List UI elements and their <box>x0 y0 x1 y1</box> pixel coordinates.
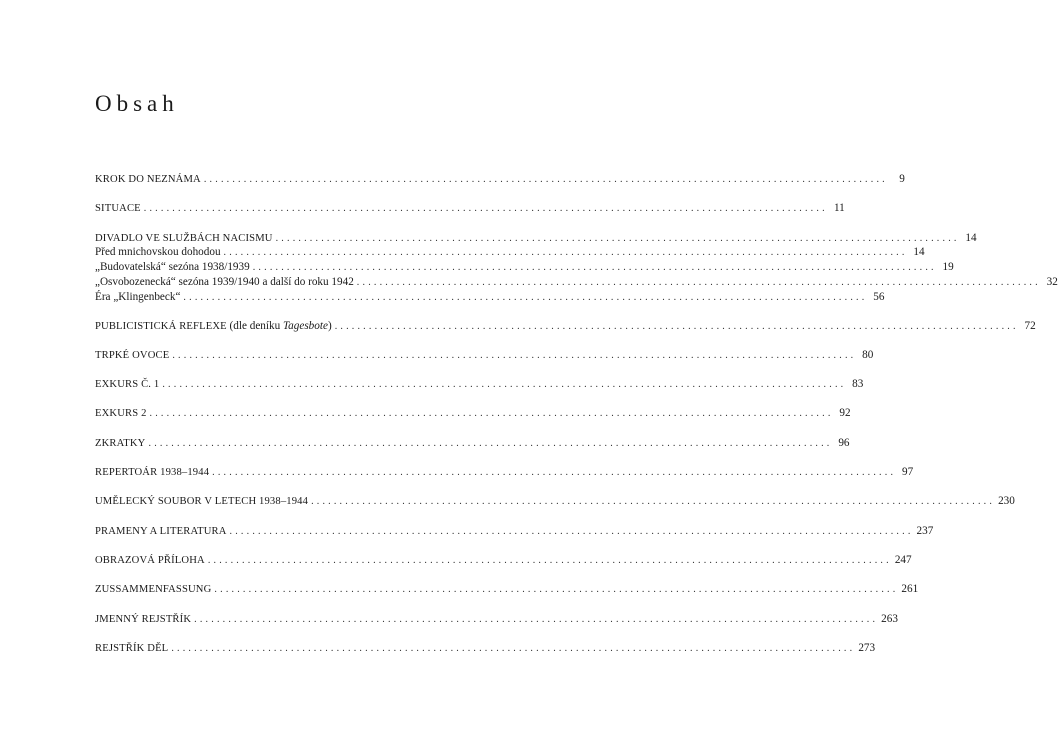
toc-entry <box>95 612 898 626</box>
dot-leader: ........................................................................................................................ <box>356 277 1041 288</box>
toc-entry <box>95 201 845 215</box>
toc-entry-label: REJSTŘÍK DĚL <box>95 643 169 654</box>
dot-leader: ........................................................................................................................ <box>162 379 847 390</box>
toc-entry <box>95 377 864 391</box>
toc-entry <box>95 494 1015 508</box>
toc-entry <box>95 348 874 362</box>
toc-entry <box>95 231 977 245</box>
toc-entry-page: 19 <box>942 261 954 273</box>
toc-entry-page: 14 <box>913 246 925 258</box>
dot-leader: ........................................................................................................................ <box>252 262 937 273</box>
toc-subentry <box>95 260 954 274</box>
toc-entry-label: SITUACE <box>95 203 141 214</box>
dot-leader: ........................................................................................................................ <box>143 203 828 214</box>
dot-leader: ........................................................................................................................ <box>275 233 960 244</box>
toc-subentry <box>95 290 885 304</box>
toc-entry-page: 263 <box>881 613 898 625</box>
dot-leader: ........................................................................................................................ <box>194 614 879 625</box>
toc-entry-label: JMENNÝ REJSTŘÍK <box>95 614 192 625</box>
toc-entry-page: 247 <box>894 554 912 566</box>
toc-entry-label: DIVADLO VE SLUŽBÁCH NACISMU <box>95 233 273 244</box>
toc-entry <box>95 553 912 567</box>
toc-subentry <box>95 275 1058 289</box>
toc-entry <box>95 319 1036 333</box>
toc-entry-label: TRPKÉ OVOCE <box>95 350 170 361</box>
toc-entry-label: REPERTOÁR 1938–1944 <box>95 467 210 478</box>
toc-entry <box>95 524 934 538</box>
toc-entry-label: PUBLICISTICKÁ REFLEXE (dle deníku Tagesbote) <box>95 320 332 332</box>
toc-entry-page: 83 <box>852 378 864 390</box>
dot-leader: ........................................................................................................................ <box>229 526 914 537</box>
toc-entry-page: 72 <box>1024 320 1036 332</box>
toc-entry-label: Před mnichovskou dohodou <box>95 246 221 258</box>
toc-entry-label: EXKURS 2 <box>95 408 147 419</box>
dot-leader: ........................................................................................................................ <box>148 438 833 449</box>
toc-entry-page: 92 <box>839 407 851 419</box>
toc-entry <box>95 406 851 420</box>
toc-entry <box>95 436 850 450</box>
toc-entry-page: 97 <box>901 466 914 478</box>
toc-entry-label: „Budovatelská“ sezóna 1938/1939 <box>95 261 250 273</box>
toc-entry-label: KROK DO NEZNÁMA <box>95 174 201 185</box>
toc-entry-page: 11 <box>834 202 845 214</box>
dot-leader: ........................................................................................................................ <box>171 643 856 654</box>
dot-leader: ........................................................................................................................ <box>223 247 908 258</box>
toc-entry-label: ZUSSAMMENFASSUNG <box>95 584 212 595</box>
toc-entry-page: 237 <box>916 525 934 537</box>
dot-leader: ........................................................................................................................ <box>214 584 899 595</box>
toc-entry <box>95 465 914 479</box>
toc-entry <box>95 641 876 655</box>
page-title: Obsah <box>95 91 179 116</box>
toc-entry-page: 80 <box>862 349 874 361</box>
toc-entry-label: Éra „Klingenbeck“ <box>95 291 181 303</box>
toc-entry-label: UMĚLECKÝ SOUBOR V LETECH 1938–1944 <box>95 496 309 507</box>
dot-leader: ........................................................................................................................ <box>183 292 868 303</box>
toc-entry <box>95 172 905 186</box>
toc-entry-label: „Osvobozenecká“ sezóna 1939/1940 a další do roku 1942 <box>95 276 354 288</box>
toc-entry-page: 9 <box>899 173 905 185</box>
toc-entry-page: 14 <box>965 232 977 244</box>
dot-leader: ........................................................................................................................ <box>334 321 1019 332</box>
toc-entry-label: ZKRATKY <box>95 438 146 449</box>
toc-entry-label: EXKURS Č. 1 <box>95 379 160 390</box>
toc-entry-page: 230 <box>998 495 1015 507</box>
dot-leader: ........................................................................................................................ <box>172 350 857 361</box>
toc-entry-label: OBRAZOVÁ PŘÍLOHA <box>95 555 205 566</box>
toc-entry-page: 261 <box>901 583 919 595</box>
dot-leader: ........................................................................................................................ <box>149 408 834 419</box>
dot-leader: ........................................................................................................................ <box>203 174 888 185</box>
toc-entry-page: 56 <box>873 291 885 303</box>
dot-leader: ........................................................................................................................ <box>212 467 897 478</box>
dot-leader: ........................................................................................................................ <box>207 555 892 566</box>
toc-entry-label: PRAMENY A LITERATURA <box>95 526 227 537</box>
dot-leader: ........................................................................................................................ <box>311 496 996 507</box>
toc-entry <box>95 582 919 596</box>
toc-entry-page: 96 <box>838 437 850 449</box>
toc-entry-page: 32 <box>1046 276 1058 288</box>
toc-subentry <box>95 245 925 259</box>
toc-entry-page: 273 <box>858 642 876 654</box>
